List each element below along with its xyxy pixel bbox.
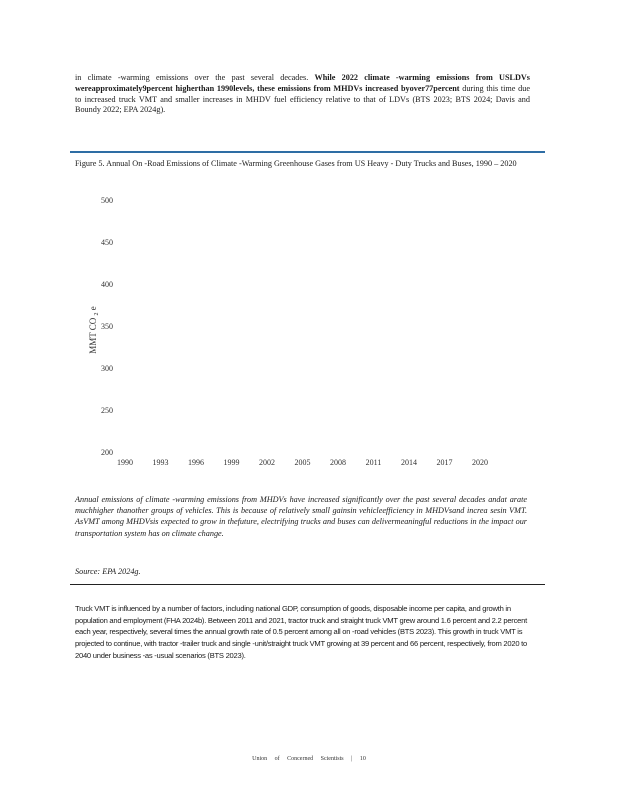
intro-text-start: in climate -warming emissions over the past several decades. xyxy=(75,73,315,82)
y-tick-label: 500 xyxy=(101,196,113,205)
figure-top-rule xyxy=(70,151,545,153)
intro-text-end: during this time due to increased truck VMT and smaller increases in MHDV fuel efficiency relative to that of LDVs (BTS 2023; BTS 2024; Davis and Boundy 2022; EPA 2024g). xyxy=(75,83,530,115)
y-tick-label: 350 xyxy=(101,322,113,331)
body-paragraph: Truck VMT is influenced by a number of factors, including national GDP, consumption of goods, disposable income per capita, and growth in population and employment (FHA 2024b). Between 2011 and 2021, tractor truck and straight truck VMT grew around 1.6 percent and 2.2 percent each year, respectively, several times the annual growth rate of 0.5 percent among all on -road vehicles (BTS 2023). This growth in truck VMT is projected to continue, with tractor -trailer truck and single -unit/straight truck VMT growing at 39 percent and 66 percent, respectively, from 2020 to 2040 under business -as -usual scenarios (BTS 2023). xyxy=(75,604,528,660)
x-tick-label: 2014 xyxy=(401,458,417,467)
y-tick-label: 300 xyxy=(101,364,113,373)
x-tick-label: 2011 xyxy=(365,458,382,467)
page-footer: Union of Concerned Scientists | 10 xyxy=(252,756,366,762)
intro-paragraph xyxy=(75,73,530,116)
figure-caption: Figure 5. Annual On -Road Emissions of Climate -Warming Greenhouse Gases from US Heavy - Duty Trucks and Buses, 1990 – 2020 xyxy=(75,159,517,168)
x-tick-label: 1993 xyxy=(152,458,169,467)
x-tick-label: 2002 xyxy=(259,458,275,467)
x-tick-label: 1999 xyxy=(223,458,240,467)
figure-note: Annual emissions of climate -warming emissions from MHDVs have increased significantly over the past several decades andat arate muchhigher thanother groups of vehicles. This is because of relatively small gainsin vehicleefficiency in MHDVsand increa sesin VMT. AsVMT among MHDVsis expected to grow in thefuture, electrifying trucks and buses can delivermeaningful reductions in the impact our transportation system has on climate change. xyxy=(75,495,527,538)
y-tick-label: 450 xyxy=(101,238,113,247)
x-tick-label: 2017 xyxy=(436,458,453,467)
x-tick-label: 1990 xyxy=(117,458,133,467)
y-tick-label: 200 xyxy=(101,448,113,457)
emissions-chart xyxy=(75,190,515,475)
y-tick-label: 250 xyxy=(101,406,113,415)
figure-bottom-rule xyxy=(70,584,545,585)
x-tick-label: 2005 xyxy=(294,458,311,467)
x-tick-label: 2008 xyxy=(330,458,346,467)
chart-canvas xyxy=(75,190,515,475)
y-axis-label: MMT CO $_2$ e xyxy=(88,306,100,354)
x-tick-label: 1996 xyxy=(188,458,204,467)
y-tick-label: 400 xyxy=(101,280,113,289)
figure-source: Source: EPA 2024g. xyxy=(75,567,141,576)
x-tick-label: 2020 xyxy=(472,458,488,467)
intro-bold-text: While 2022 climate -warming emissions from USLDVs wereapproximately9percent higherthan 1990levels, these emissions from MHDVs increased byover77percent xyxy=(75,73,530,93)
